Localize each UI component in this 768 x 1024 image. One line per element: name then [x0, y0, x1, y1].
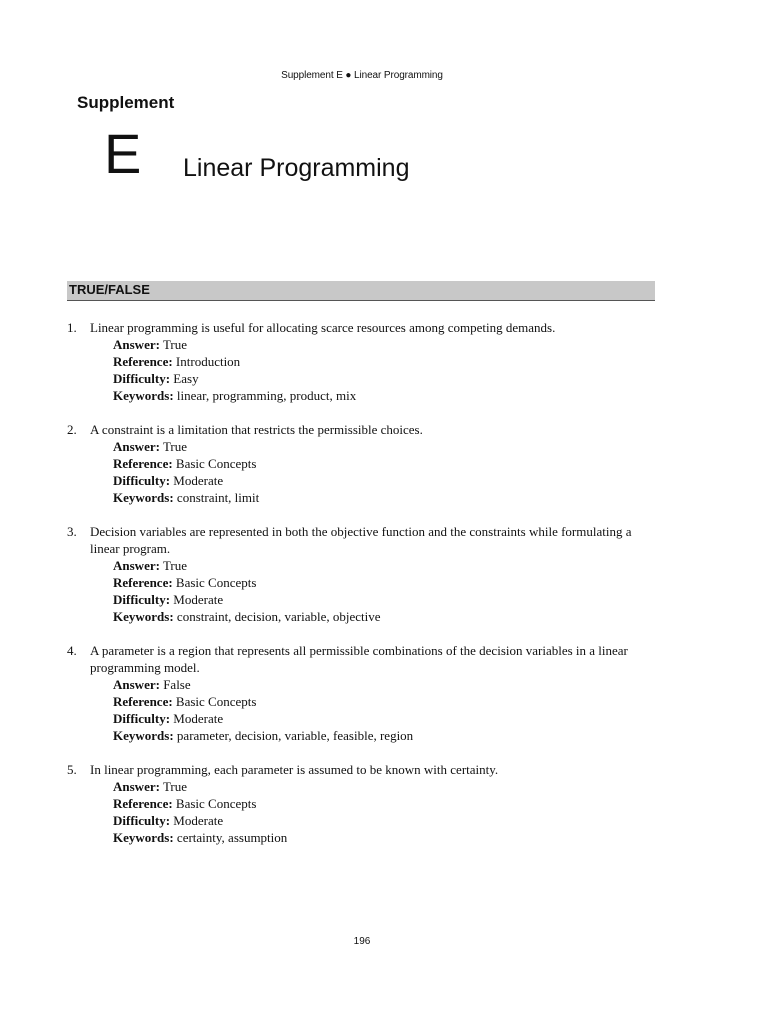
- reference-line: [67, 353, 657, 370]
- reference-line: [67, 693, 657, 710]
- difficulty-value: Moderate: [173, 813, 224, 828]
- difficulty-label: Difficulty:: [113, 592, 171, 607]
- answer-line: [67, 438, 657, 455]
- question-text: Decision variables are represented in both the objective function and the constraints while formulating a linear program.: [90, 524, 632, 556]
- difficulty-value: Moderate: [173, 592, 224, 607]
- answer-label: Answer:: [113, 337, 160, 352]
- reference-line: [67, 574, 657, 591]
- keywords-value: certainty, assumption: [176, 830, 288, 845]
- reference-label: Reference:: [113, 796, 173, 811]
- question-item: [67, 761, 657, 846]
- difficulty-label: Difficulty:: [113, 711, 171, 726]
- reference-value: Basic Concepts: [175, 456, 257, 471]
- difficulty-label: Difficulty:: [113, 371, 171, 386]
- difficulty-line: [67, 710, 657, 727]
- answer-line: [67, 778, 657, 795]
- supplement-letter: E: [104, 122, 142, 185]
- answer-value: True: [162, 558, 188, 573]
- answer-value: True: [162, 439, 188, 454]
- difficulty-label: Difficulty:: [113, 473, 171, 488]
- reference-value: Basic Concepts: [175, 796, 257, 811]
- answer-label: Answer:: [113, 779, 160, 794]
- keywords-line: [67, 387, 657, 404]
- keywords-line: [67, 727, 657, 744]
- question-item: [67, 642, 657, 744]
- question-item: [67, 319, 657, 404]
- section-heading: TRUE/FALSE: [69, 282, 150, 297]
- reference-line: [67, 455, 657, 472]
- chapter-title: Linear Programming: [183, 154, 410, 182]
- question-number: 2.: [67, 422, 77, 437]
- section-heading-bar: [67, 281, 655, 301]
- page-number: 196: [353, 936, 371, 947]
- difficulty-value: Moderate: [173, 711, 224, 726]
- answer-line: [67, 336, 657, 353]
- answer-line: [67, 676, 657, 693]
- answer-label: Answer:: [113, 558, 160, 573]
- keywords-line: [67, 489, 657, 506]
- question-number: 5.: [67, 762, 77, 777]
- question-text: A constraint is a limitation that restricts the permissible choices.: [90, 422, 423, 437]
- keywords-value: constraint, limit: [176, 490, 260, 505]
- question-number: 1.: [67, 320, 77, 335]
- question-item: [67, 421, 657, 506]
- answer-label: Answer:: [113, 677, 160, 692]
- answer-label: Answer:: [113, 439, 160, 454]
- difficulty-line: [67, 472, 657, 489]
- running-header: Supplement E ● Linear Programming: [281, 70, 443, 81]
- keywords-value: linear, programming, product, mix: [176, 388, 357, 403]
- difficulty-line: [67, 591, 657, 608]
- question-number: 3.: [67, 524, 77, 539]
- difficulty-line: [67, 370, 657, 387]
- keywords-label: Keywords:: [113, 728, 174, 743]
- question-list: [67, 319, 657, 863]
- reference-label: Reference:: [113, 694, 173, 709]
- keywords-label: Keywords:: [113, 609, 174, 624]
- question-text: Linear programming is useful for allocating scarce resources among competing demands.: [90, 320, 556, 335]
- keywords-label: Keywords:: [113, 830, 174, 845]
- keywords-value: constraint, decision, variable, objective: [176, 609, 381, 624]
- keywords-label: Keywords:: [113, 490, 174, 505]
- keywords-line: [67, 608, 657, 625]
- answer-line: [67, 557, 657, 574]
- reference-label: Reference:: [113, 354, 173, 369]
- question-text: In linear programming, each parameter is assumed to be known with certainty.: [90, 762, 499, 777]
- reference-value: Introduction: [175, 354, 241, 369]
- reference-label: Reference:: [113, 456, 173, 471]
- question-text: A parameter is a region that represents all permissible combinations of the decision variables in a linear programming model.: [90, 643, 628, 675]
- difficulty-label: Difficulty:: [113, 813, 171, 828]
- keywords-value: parameter, decision, variable, feasible, region: [176, 728, 414, 743]
- keywords-label: Keywords:: [113, 388, 174, 403]
- difficulty-value: Moderate: [173, 473, 224, 488]
- question-item: [67, 523, 657, 625]
- reference-value: Basic Concepts: [175, 575, 257, 590]
- answer-value: True: [162, 779, 188, 794]
- reference-line: [67, 795, 657, 812]
- difficulty-value: Easy: [173, 371, 199, 386]
- answer-value: True: [162, 337, 188, 352]
- answer-value: False: [163, 677, 191, 692]
- difficulty-line: [67, 812, 657, 829]
- reference-value: Basic Concepts: [175, 694, 257, 709]
- keywords-line: [67, 829, 657, 846]
- supplement-label: Supplement: [77, 93, 175, 112]
- question-number: 4.: [67, 643, 77, 658]
- reference-label: Reference:: [113, 575, 173, 590]
